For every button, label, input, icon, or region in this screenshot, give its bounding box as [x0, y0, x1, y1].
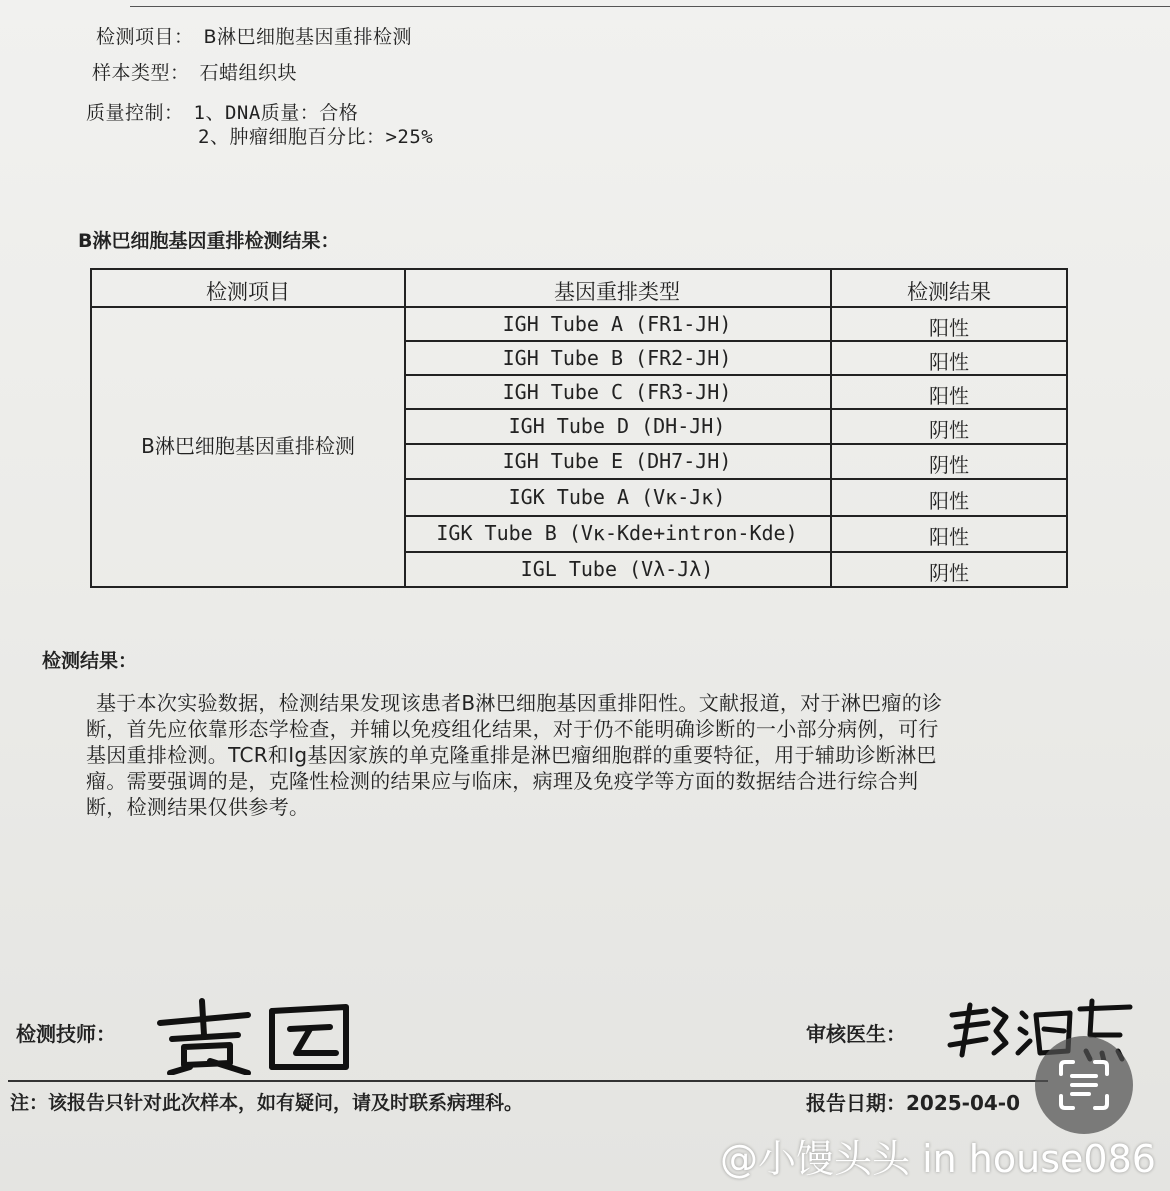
- row-divider: [404, 443, 1066, 445]
- rearrangement-type-cell: IGK Tube B (Vκ-Kde+intron-Kde): [436, 521, 798, 545]
- rearrangement-type-cell: IGK Tube A (Vκ-Jκ): [508, 485, 726, 509]
- conclusion-paragraph: [86, 690, 1106, 820]
- header-test-item: 检测项目: [206, 280, 290, 304]
- test-item-label: 检测项目：: [96, 26, 194, 48]
- result-cell: 阳性: [929, 316, 969, 340]
- header-result: 检测结果: [907, 280, 991, 304]
- header-rearrangement-type: 基因重排类型: [554, 280, 680, 304]
- test-item-line: [96, 22, 412, 49]
- rearrangement-type-cell: IGL Tube (Vλ-Jλ): [520, 557, 714, 581]
- rearrangement-type-cell: IGH Tube D (DH-JH): [508, 414, 726, 438]
- result-cell: 阴性: [929, 561, 969, 585]
- text-scan-icon: [1035, 1036, 1133, 1134]
- conclusion-line: 瘤。需要强调的是，克隆性检测的结果应与临床，病理及免疫学等方面的数据结合进行综合判: [86, 769, 919, 793]
- header-divider: [92, 306, 1066, 308]
- technician-label: 检测技师：: [16, 1022, 116, 1046]
- quality-control-label: 质量控制：: [86, 102, 184, 124]
- sample-type-value: 石蜡组织块: [199, 62, 298, 84]
- table-test-item: B淋巴细胞基因重排检测: [141, 434, 355, 458]
- conclusion-line: 基因重排检测。TCR和Ig基因家族的单克隆重排是淋巴瘤细胞群的重要特征，用于辅助诊断淋巴: [86, 743, 937, 767]
- result-cell: 阴性: [929, 453, 969, 477]
- row-divider: [404, 515, 1066, 517]
- rearrangement-type-cell: IGH Tube B (FR2-JH): [502, 346, 732, 370]
- footer-divider: [8, 1080, 1048, 1082]
- result-cell: 阴性: [929, 418, 969, 442]
- qc-line-1: 1、DNA质量：合格: [193, 102, 359, 124]
- qc-line-2: 2、肿瘤细胞百分比：>25%: [198, 126, 434, 148]
- conclusion-line: 断，首先应依靠形态学检查，并辅以免疫组化结果，对于仍不能明确诊断的一小部分病例，可行: [86, 717, 939, 741]
- results-table: [90, 268, 1068, 588]
- rearrangement-type-cell: IGH Tube E (DH7-JH): [502, 449, 732, 473]
- footer-note: 注：该报告只针对此次样本，如有疑问，请及时联系病理科。: [10, 1092, 524, 1114]
- reviewer-label: 审核医生：: [806, 1022, 906, 1046]
- text-scan-button[interactable]: [1035, 1036, 1133, 1134]
- result-cell: 阳性: [929, 350, 969, 374]
- top-divider: [130, 6, 1170, 7]
- quality-control-block: [86, 98, 358, 125]
- conclusion-title: 检测结果：: [42, 650, 138, 672]
- result-cell: 阳性: [929, 489, 969, 513]
- sample-type-label: 样本类型：: [92, 62, 190, 84]
- results-section-title: B淋巴细胞基因重排检测结果：: [78, 230, 340, 252]
- conclusion-line: 基于本次实验数据，检测结果发现该患者B淋巴细胞基因重排阳性。文献报道，对于淋巴瘤的诊: [96, 691, 943, 715]
- row-divider: [404, 551, 1066, 553]
- report-date: 报告日期：2025-04-0: [806, 1091, 1021, 1115]
- rearrangement-type-cell: IGH Tube C (FR3-JH): [502, 380, 732, 404]
- sample-type-line: [92, 58, 297, 85]
- rearrangement-type-cell: IGH Tube A (FR1-JH): [502, 312, 732, 336]
- result-cell: 阳性: [929, 384, 969, 408]
- row-divider: [404, 478, 1066, 480]
- watermark: @小馒头头 in house086: [720, 1137, 1156, 1181]
- conclusion-line: 断，检测结果仅供参考。: [86, 795, 310, 819]
- test-item-value: B淋巴细胞基因重排检测: [203, 26, 413, 48]
- technician-signature: [150, 995, 360, 1075]
- result-cell: 阳性: [929, 525, 969, 549]
